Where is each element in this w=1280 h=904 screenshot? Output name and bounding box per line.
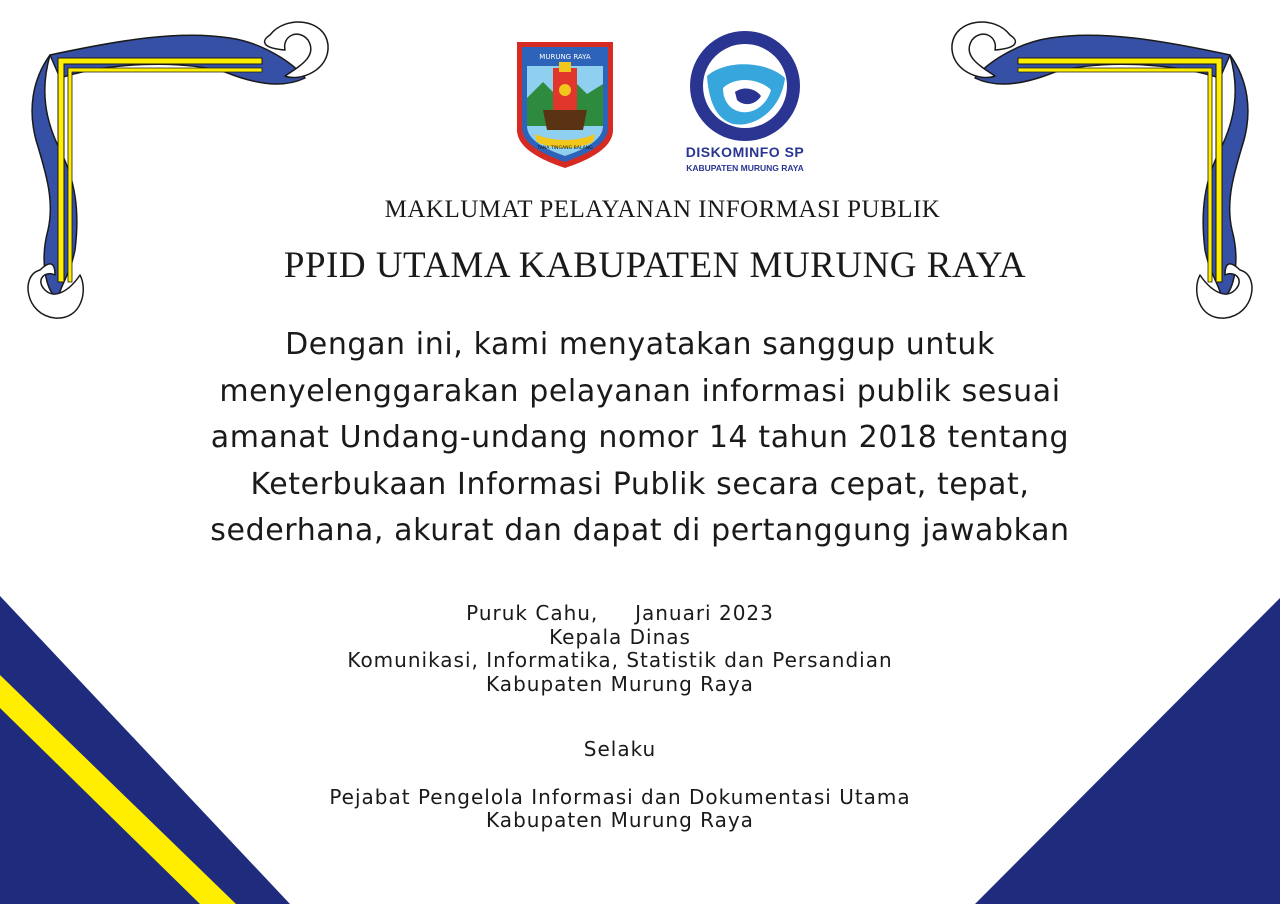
signature-block xyxy=(320,602,920,833)
statement-line: amanat Undang-undang nomor 14 tahun 2018 tentang xyxy=(210,420,1070,455)
statement-line: Keterbukaan Informasi Publik secara cepat, tepat, xyxy=(250,466,1030,502)
connector-text: Selaku xyxy=(583,737,657,761)
signatory-regency: Kabupaten Murung Raya xyxy=(486,671,754,696)
statement-line: sederhana, akurat dan dapat di pertanggung jawabkan xyxy=(210,513,1070,548)
seal-top-caption: MURUNG RAYA xyxy=(539,53,591,61)
seal-bottom-caption: TANA TINGANG BALANG xyxy=(537,146,593,151)
right-navy-triangle xyxy=(975,598,1280,904)
diskominfo-name: DISKOMINFO SP xyxy=(685,144,805,160)
diskominfo-logo xyxy=(685,30,805,180)
signatory-role-regency: Kabupaten Murung Raya xyxy=(486,808,754,832)
signatory-department: Komunikasi, Informatika, Statistik dan Persandian xyxy=(347,648,893,672)
document-title: MAKLUMAT PELAYANAN INFORMASI PUBLIK xyxy=(384,196,941,223)
diskominfo-emblem-icon xyxy=(685,30,805,142)
diskominfo-subtitle: KABUPATEN MURUNG RAYA xyxy=(686,163,804,173)
signatory-role: Pejabat Pengelola Informasi dan Dokumentasi Utama xyxy=(329,784,911,809)
statement-paragraph xyxy=(140,322,1140,555)
document-subtitle: PPID UTAMA KABUPATEN MURUNG RAYA xyxy=(283,245,1027,286)
place-and-date: Puruk Cahu, Januari 2023 xyxy=(466,601,774,625)
murung-raya-regency-seal xyxy=(513,38,617,170)
signatory-position: Kepala Dinas xyxy=(549,624,691,649)
statement-line: Dengan ini, kami menyatakan sanggup untuk xyxy=(285,327,995,362)
statement-line: menyelenggarakan pelayanan informasi publik sesuai xyxy=(219,373,1061,409)
logo-area xyxy=(505,30,815,180)
